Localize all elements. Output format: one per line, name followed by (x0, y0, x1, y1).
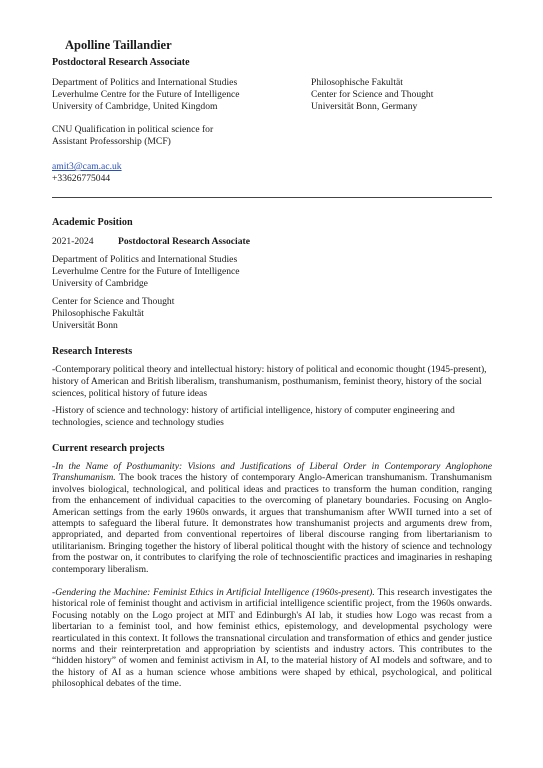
research-interest-item: -History of science and technology: history of artificial intelligence, history of computer engineering and technologies, science and technology studies (52, 405, 455, 429)
project-title: -In the Name of Posthumanity: Visions and Justifications of Liberal Order in Contemporary Anglophone Transhumanism. (52, 461, 492, 484)
project-title: -Gendering the Machine: Feminist Ethics in Artificial Intelligence (1960s-present). (52, 587, 378, 598)
contact-info (52, 161, 122, 185)
address-line: Leverhulme Centre for the Future of Intelligence (52, 89, 240, 101)
institution-line: Center for Science and Thought (52, 296, 175, 307)
section-divider (52, 197, 492, 198)
address-line: Philosophische Fakultät (311, 77, 403, 88)
institution-line: Philosophische Fakultät (52, 308, 144, 320)
email-link[interactable]: amit3@cam.ac.uk (52, 161, 122, 172)
research-interests-heading: Research Interests (52, 346, 133, 357)
address-line: Department of Politics and International Studies (52, 77, 238, 88)
institution-bonn (52, 296, 492, 333)
phone-number: +33626775044 (52, 173, 111, 185)
position-years: 2021-2024 (52, 236, 94, 247)
current-projects-heading: Current research projects (52, 443, 165, 454)
address-line: Universität Bonn, Germany (311, 101, 418, 113)
person-name: Apolline Taillandier (65, 38, 172, 52)
project-gendering-machine (52, 587, 492, 699)
person-role: Postdoctoral Research Associate (52, 57, 190, 68)
institution-line: University of Cambridge (52, 278, 148, 290)
position-title: Postdoctoral Research Associate (118, 236, 250, 247)
institution-cambridge (52, 254, 492, 291)
project-posthumanity (52, 461, 492, 583)
address-line: University of Cambridge, United Kingdom (52, 101, 218, 113)
qualification-note (52, 124, 213, 148)
address-line: Center for Science and Thought (311, 89, 434, 101)
academic-position-heading: Academic Position (52, 217, 133, 228)
project-description: The book traces the history of contemporary Anglo-American transhumanism. Transhumanism involves biological, technological, and political ideas and practices to transform the human condition, ranging from the enhancement of individual capacities to the overcoming of planetary boundaries. Focusing on Anglo-American settings from the early 1960s onwards, it argues that transhumanism after WWII turned into a set of attempts to safeguard the liberal future. It demonstrates how transhumanist projects and arguments drew from, appropriated, and departed from conventional repertoires of liberal discourse ranging from libertarianism to utilitarianism. Bringing together the history of liberal political thought with the history of science and technology from the postwar on, it contributes to clarifying the role of technoscientific practices and imaginaries in reshaping contemporary liberalism. (52, 472, 492, 575)
address-bonn (311, 77, 433, 114)
qualification-line: Assistant Professorship (MCF) (52, 136, 171, 148)
research-interest-item: -Contemporary political theory and intellectual history: history of political and economic thought (1945-present), history of American and British liberalism, transhumanism, posthumanism, feminist theory, history of the social sciences, political history of future ideas (52, 364, 487, 400)
qualification-line: CNU Qualification in political science for (52, 124, 214, 135)
address-cambridge (52, 77, 240, 114)
institution-line: Universität Bonn (52, 320, 118, 332)
institution-line: Department of Politics and International Studies (52, 254, 238, 265)
institution-line: Leverhulme Centre for the Future of Intelligence (52, 266, 240, 278)
project-description: This research investigates the historical role of feminist thought and activism in artificial intelligence scientific project, from the 1960s onwards. Focusing notably on the Logo project at MIT and Edinburgh's AI lab, it studies how Logo was recast from a libertarian to a feminist tool, and how feminist ethics, epistemology, and developmental psychology were rearticulated in this context. It follows the transnational circulation and transformation of ethics and gender justice norms and their reinterpretation and appropriation by scientists and industry actors. This contributes to the “hidden history” of women and feminist activism in AI, to the material history of AI models and software, and to the history of AI as a human science whose ambitions were shaped by ethical, psychological, and political philosophical debates of the time. (52, 587, 492, 690)
